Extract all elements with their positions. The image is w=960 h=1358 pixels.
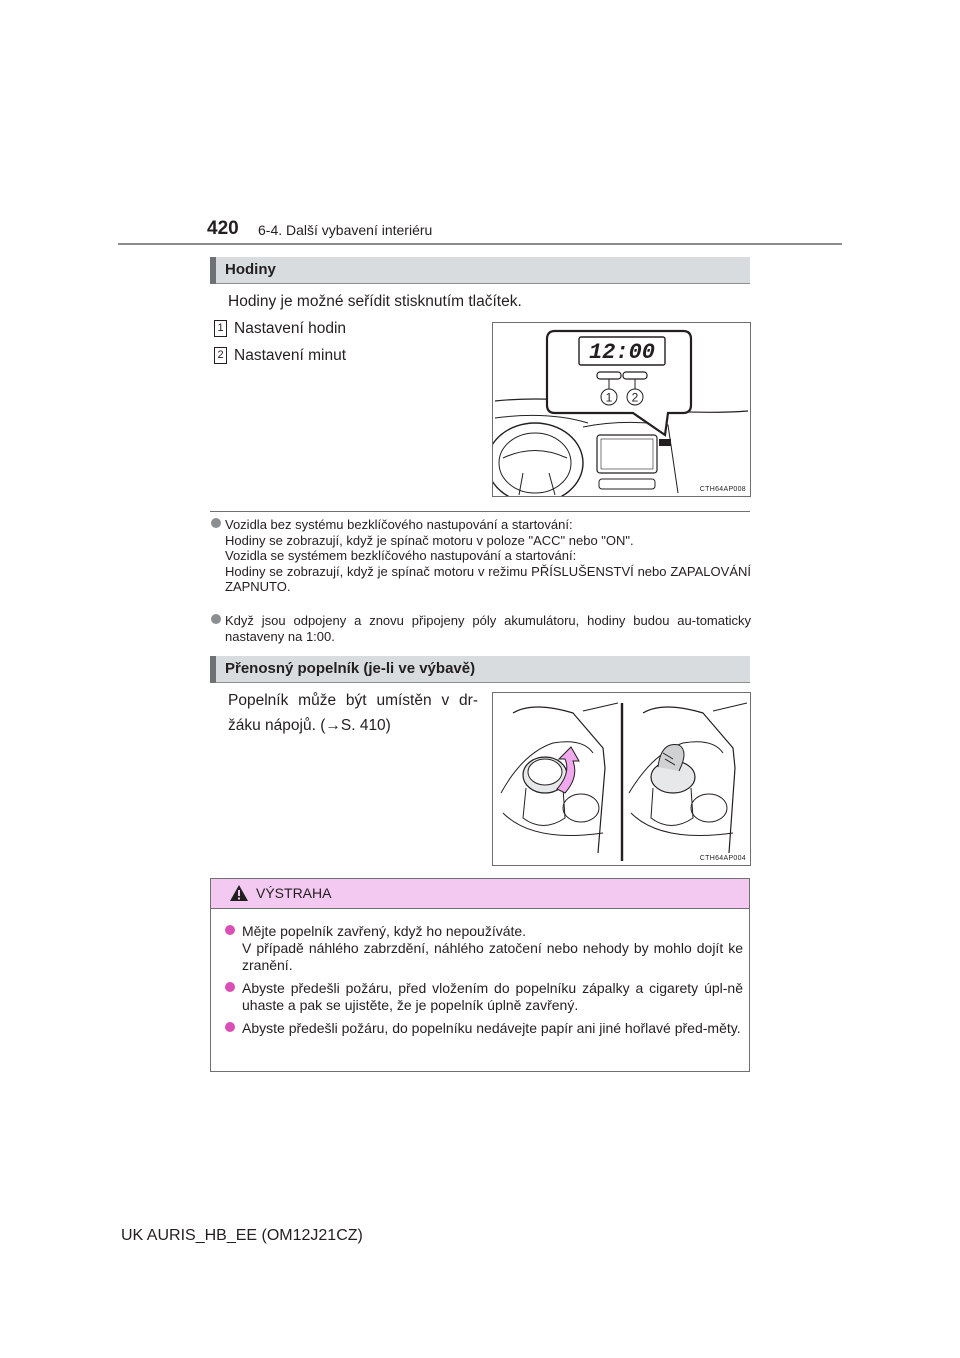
bullet-icon xyxy=(225,925,235,935)
ashtray-text-line1: Popelník může být umístěn v dr- xyxy=(228,692,478,709)
figure-code: CTH64AP008 xyxy=(699,486,746,493)
warning-header xyxy=(211,879,749,909)
note-item xyxy=(225,517,751,595)
warning-triangle-icon xyxy=(229,884,249,902)
section-header-bar xyxy=(210,656,216,683)
warning-item xyxy=(242,980,743,1014)
bullet-icon xyxy=(225,982,235,992)
warning-line: V případě náhlého zabrzdění, náhlého zatočení nebo nehody by mohlo dojít ke zranění. xyxy=(242,940,743,973)
figure-code: CTH64AP004 xyxy=(699,855,746,862)
page-number: 420 xyxy=(207,218,239,239)
list-item-clock-minutes xyxy=(214,343,346,369)
warning-item xyxy=(242,923,743,974)
section-title: Přenosný popelník (je-li ve výbavě) xyxy=(225,660,476,677)
note-line: Vozidla se systémem bezklíčového nastupování a startování: xyxy=(225,548,577,563)
chapter-title: 6-4. Další vybavení interiéru xyxy=(258,222,433,238)
number-badge: 1 xyxy=(214,320,227,337)
warning-line: Abyste předešli požáru, do popelníku nedávejte papír ani jiné hořlavé před-měty. xyxy=(242,1020,741,1036)
bullet-icon xyxy=(211,614,221,624)
ashtray-drawing xyxy=(493,693,750,865)
clock-illustration xyxy=(492,322,751,497)
warning-line: Abyste předešli požáru, před vložením do popelníku zápalky a cigarety úpl-ně uhaste a pak se ujistěte, že je popelník úplně zavřený. xyxy=(242,980,743,1013)
note-line: Hodiny se zobrazují, když je spínač motoru v poloze "ACC" nebo "ON". xyxy=(225,532,634,548)
bullet-icon xyxy=(211,518,221,528)
section-header-bar xyxy=(210,257,216,284)
bullet-icon xyxy=(225,1022,235,1032)
warning-line: Mějte popelník zavřený, když ho nepoužíváte. xyxy=(242,923,527,939)
warning-box xyxy=(210,878,750,1072)
list-item-clock-hours xyxy=(214,316,346,342)
section-header-clock xyxy=(210,257,750,284)
number-badge: 2 xyxy=(214,347,227,364)
header-divider xyxy=(118,243,842,245)
section-title: Hodiny xyxy=(225,261,276,278)
section-header-ashtray xyxy=(210,656,750,683)
note-line: Hodiny se zobrazují, když je spínač motoru v režimu PŘÍSLUŠENSTVÍ nebo ZAPALOVÁNÍ ZAPNUTO. xyxy=(225,563,751,594)
note-item xyxy=(225,613,751,644)
clock-intro: Hodiny je možné seřídit stisknutím tlačítek. xyxy=(228,293,522,310)
callout-2: 2 xyxy=(631,390,639,405)
note-line: Vozidla bez systému bezklíčového nastupování a startování: xyxy=(225,517,573,532)
item-label: Nastavení minut xyxy=(234,347,346,364)
notes-divider xyxy=(210,511,750,512)
note-line: Když jsou odpojeny a znovu připojeny póly akumulátoru, hodiny budou au-tomaticky nastaveny na 1:00. xyxy=(225,613,751,644)
warning-title: VÝSTRAHA xyxy=(256,885,332,901)
document-footer: UK AURIS_HB_EE (OM12J21CZ) xyxy=(121,1227,363,1244)
ashtray-illustration xyxy=(492,692,751,866)
item-label: Nastavení hodin xyxy=(234,320,347,337)
dashboard-clock-drawing xyxy=(493,323,750,496)
warning-item xyxy=(242,1020,743,1037)
clock-display-time: 12:00 xyxy=(588,340,656,365)
callout-1: 1 xyxy=(605,390,613,405)
ashtray-text-line2: žáku nápojů. (→S. 410) xyxy=(228,717,391,734)
